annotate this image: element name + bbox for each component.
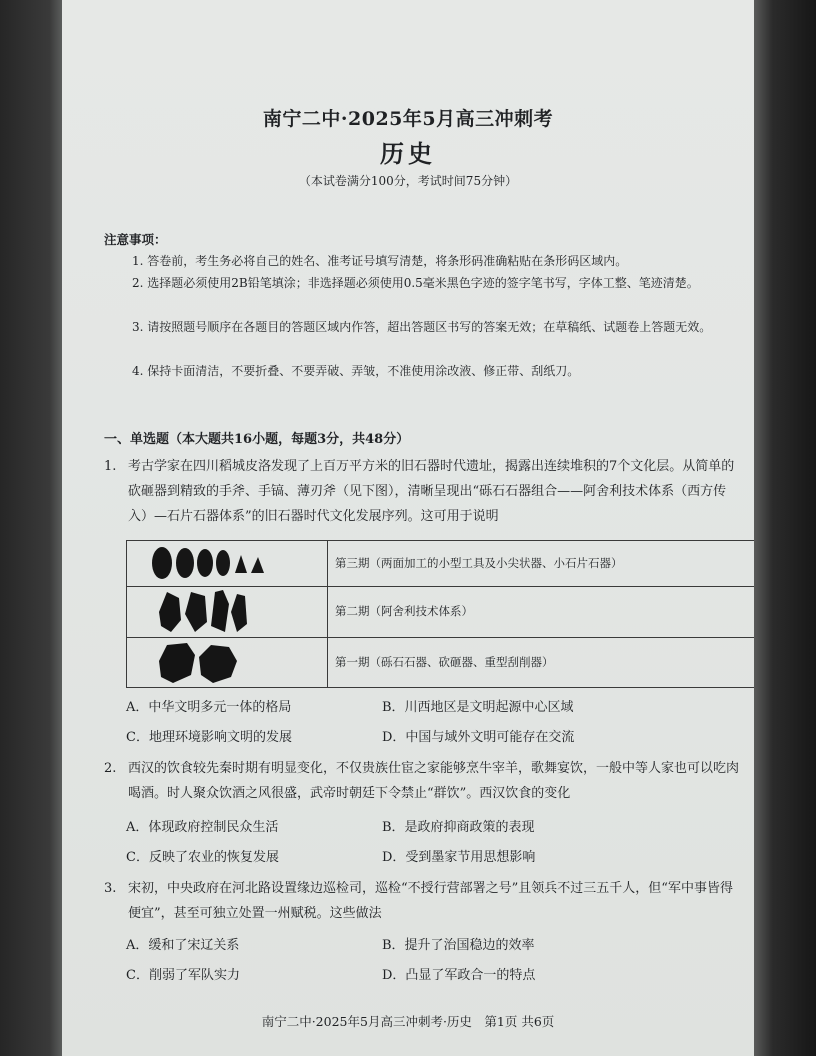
option-b: B．提升了治国稳边的效率 — [382, 938, 535, 953]
option-d: D．凸显了军政合一的特点 — [382, 968, 536, 983]
option-b: B．川西地区是文明起源中心区域 — [382, 700, 574, 715]
period-label: 第二期（阿舍利技术体系） — [335, 604, 473, 618]
notice-title: 注意事项： — [104, 232, 167, 247]
option-c: C．削弱了军队实力 — [126, 968, 240, 983]
table-row — [127, 586, 754, 638]
stone-tools-image — [127, 586, 328, 637]
period-label: 第一期（砾石石器、砍砸器、重型刮削器） — [335, 655, 554, 669]
option-a: A．中华文明多元一体的格局 — [126, 700, 292, 715]
notice-item: 1. 答卷前，考生务必将自己的姓名、准考证号填写清楚，将条形码准确粘贴在条形码区域内。 — [132, 254, 628, 268]
question-number: 2. — [104, 761, 117, 776]
notice-item: 2. 选择题必须使用2B铅笔填涂；非选择题必须使用0.5毫米黑色字迹的签字笔书写，字体工整、笔迹清楚。 — [132, 276, 699, 290]
option-d: D．中国与域外文明可能存在交流 — [382, 730, 575, 745]
option-b: B．是政府抑商政策的表现 — [382, 820, 535, 835]
question-2-stem — [104, 756, 744, 806]
notice-item: 4. 保持卡面清洁，不要折叠、不要弄破、弄皱，不准使用涂改液、修正带、刮纸刀。 — [132, 364, 580, 378]
question-number: 3. — [104, 881, 117, 896]
table-row — [127, 541, 754, 587]
notice-item: 3. 请按照题号顺序在各题目的答题区域内作答，超出答题区书写的答案无效；在草稿纸、试题卷上答题无效。 — [132, 320, 712, 334]
question-text: 西汉的饮食较先秦时期有明显变化，不仅贵族仕宦之家能够烹牛宰羊，歌舞宴饮，一般中等人家也可以吃肉喝酒。时人聚众饮酒之风很盛，武帝时朝廷下令禁止“群饮”。西汉饮食的变化 — [128, 761, 740, 801]
question-3-stem — [104, 876, 744, 926]
option-d: D．受到墨家节用思想影响 — [382, 850, 536, 865]
page-footer: 南宁二中·2025年5月高三冲刺考·历史 第1页 共6页 — [261, 1014, 555, 1029]
table-row — [127, 637, 754, 688]
stone-tools-image — [127, 637, 328, 688]
stone-tools-image — [127, 541, 328, 586]
stone-tool-table — [126, 540, 754, 688]
option-a: A．体现政府控制民众生活 — [126, 820, 279, 835]
question-text: 考古学家在四川稻城皮洛发现了上百万平方米的旧石器时代遗址，揭露出连续堆积的7个文化层。从简单的砍砸器到精致的手斧、手镐、薄刃斧（见下图），清晰呈现出“砾石石器组合——阿舍利技术体系（西方传入）—石片石器体系”的旧石器时代文化发展序列。这可用于说明 — [128, 459, 735, 524]
period-label: 第三期（两面加工的小型工具及小尖状器、小石片石器） — [335, 556, 623, 570]
exam-paper — [62, 0, 754, 1056]
exam-info: （本试卷满分100分，考试时间75分钟） — [298, 174, 518, 188]
question-1-stem — [104, 454, 744, 529]
question-text: 宋初，中央政府在河北路设置缘边巡检司，巡检“不授行营部署之号”且领兵不过三五千人，但“军中事皆得便宜”，甚至可独立处置一州赋税。这些做法 — [128, 881, 733, 921]
background-left — [0, 0, 62, 1056]
option-a: A．缓和了宋辽关系 — [126, 938, 240, 953]
background-right — [754, 0, 816, 1056]
option-c: C．反映了农业的恢复发展 — [126, 850, 279, 865]
exam-title: 南宁二中·2025年5月高三冲刺考 — [262, 108, 554, 130]
section-title: 一、单选题（本大题共16小题，每题3分，共48分） — [104, 432, 410, 447]
question-number: 1. — [104, 459, 117, 474]
option-c: C．地理环境影响文明的发展 — [126, 730, 292, 745]
subject-title: 历史 — [380, 139, 436, 168]
